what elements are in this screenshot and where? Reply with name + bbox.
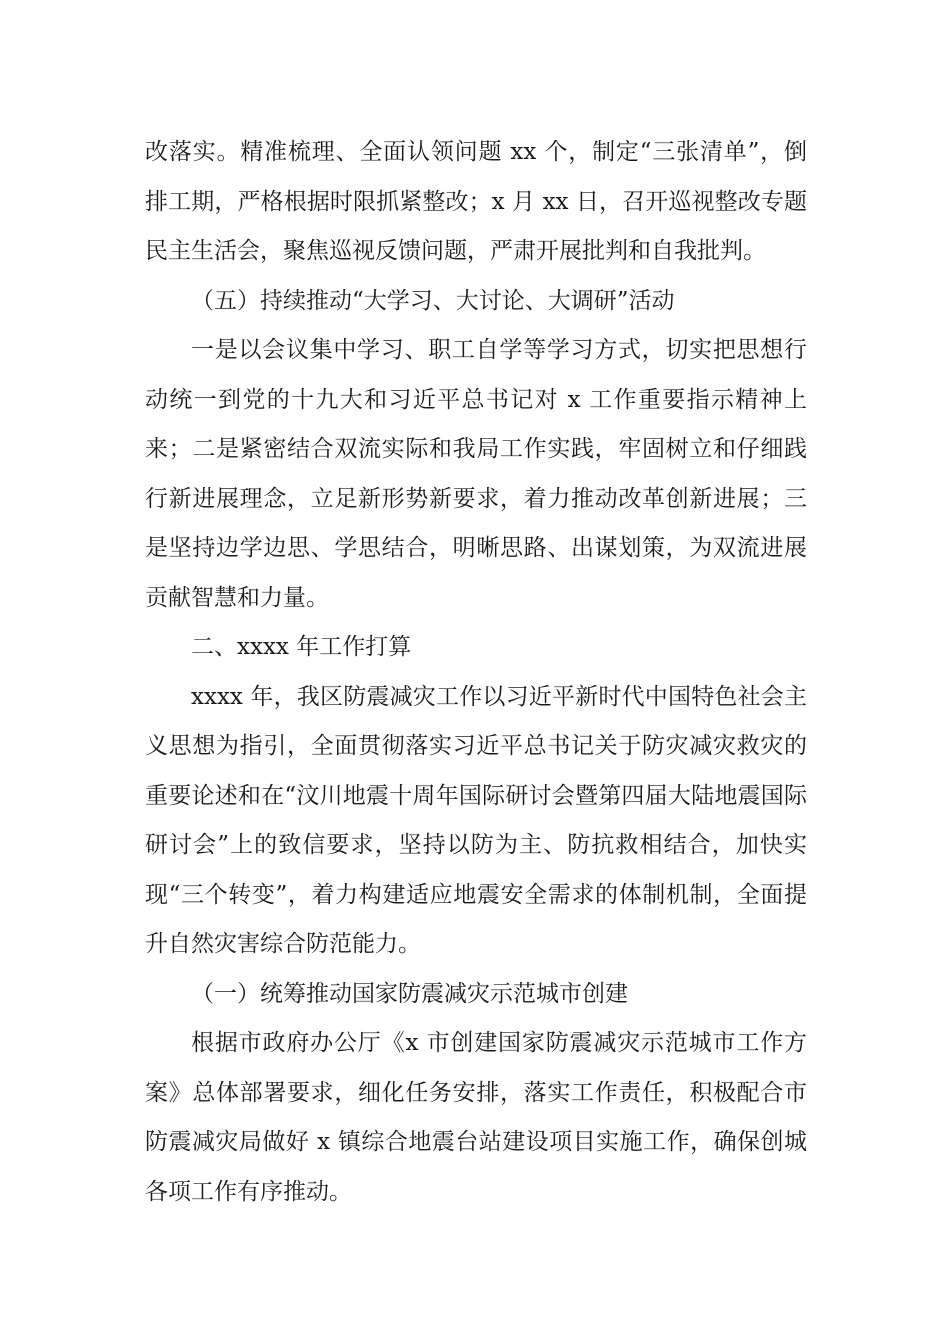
section-heading-work-plan: 二、xxxx 年工作打算: [191, 634, 412, 660]
paragraph-continuation: 改落实。精准梳理、全面认领问题 xx 个，制定“三张清单”，倒排工期，严格根据时限抓紧整改；x 月 xx 日，召开巡视整改专题民主生活会，聚焦巡视反馈问题，严肃开展批判和自我批判。: [145, 139, 807, 264]
paragraph-study-activities: 一是以会议集中学习、职工自学等学习方式，切实把思想行动统一到党的十九大和习近平总书记对 x 工作重要指示精神上来；二是紧密结合双流实际和我局工作实践，牢固树立和仔细践行新进展理念，立足新形势新要求，着力推动改革创新进展；三是坚持边学边思、学思结合，明晰思路、出谋划策，为双流进展贡献智慧和力量。: [145, 337, 807, 611]
document-body: [145, 128, 807, 1217]
paragraph-work-plan-intro: xxxx 年，我区防震减灾工作以习近平新时代中国特色社会主义思想为指引，全面贯彻落实习近平总书记关于防灾减灾救灾的重要论述和在“汶川地震十周年国际研讨会暨第四届大陆地震国际研讨会”上的致信要求，坚持以防为主、防抗救相结合，加快实现“三个转变”，着力构建适应地震安全需求的体制机制，全面提升自然灾害综合防范能力。: [145, 683, 807, 957]
section-heading-1: （一）统筹推动国家防震减灾示范城市创建: [191, 980, 628, 1007]
section-heading-5: （五）持续推动“大学习、大讨论、大调研”活动: [191, 287, 675, 314]
paragraph-demo-city: 根据市政府办公厅《x 市创建国家防震减灾示范城市工作方案》总体部署要求，细化任务安排，落实工作责任，积极配合市防震减灾局做好 x 镇综合地震台站建设项目实施工作，确保创城各项工作有序推动。: [145, 1030, 807, 1205]
